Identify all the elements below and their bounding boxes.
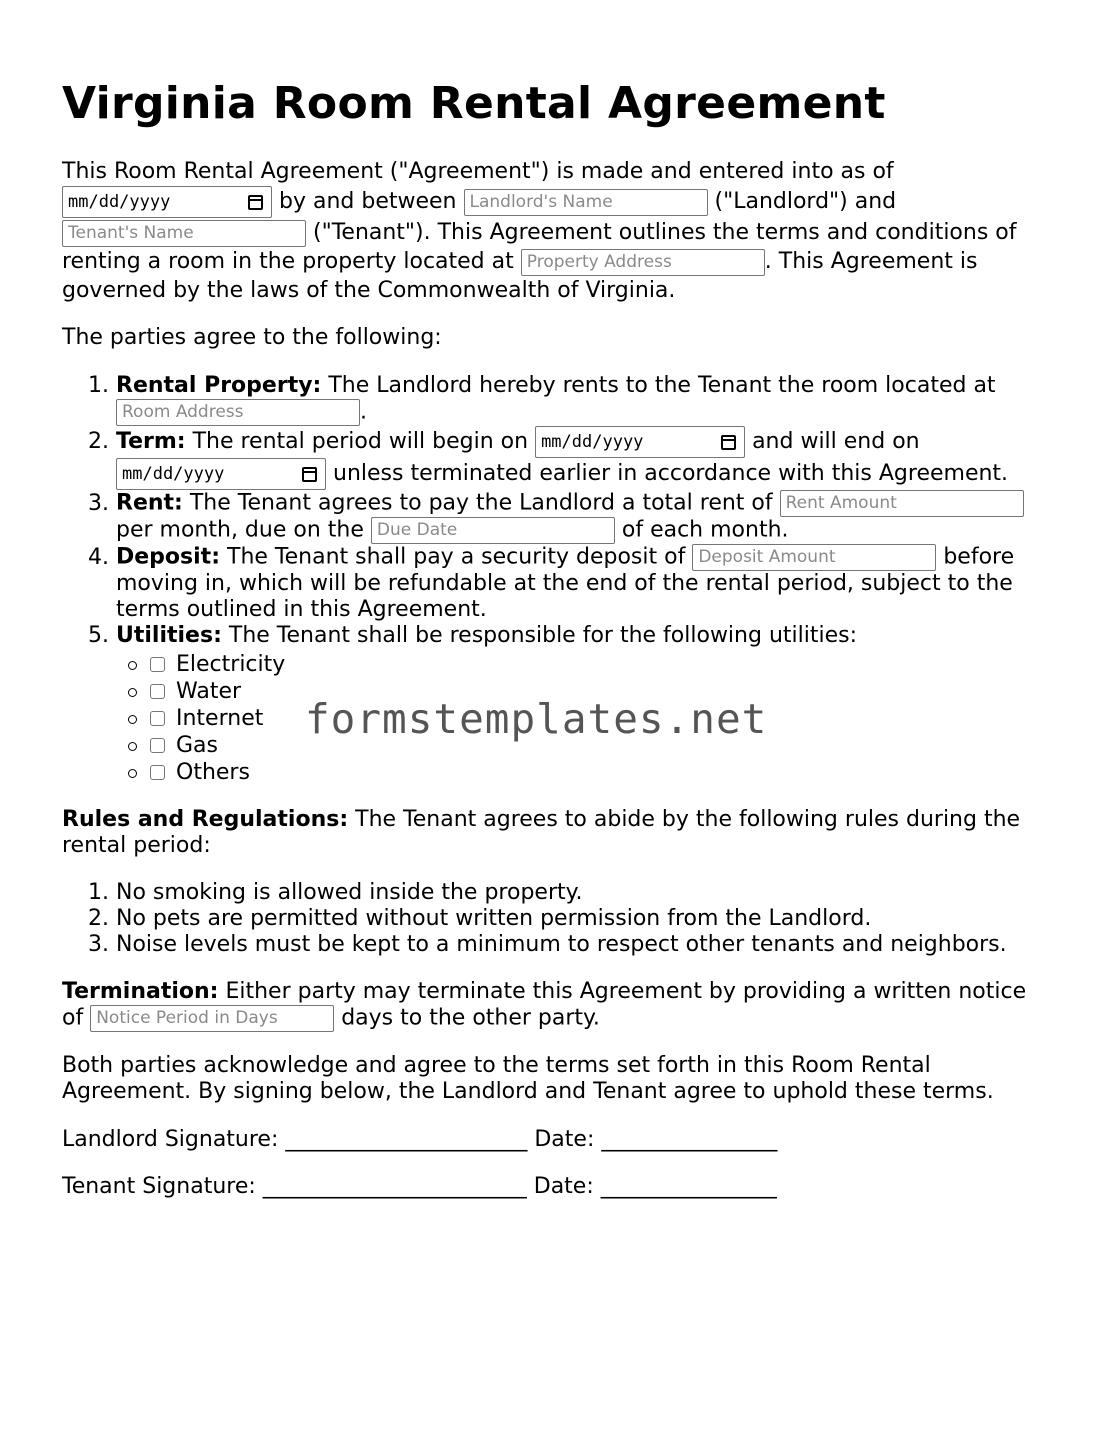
termination-label: Termination: xyxy=(62,979,219,1004)
checkbox-label: Internet xyxy=(176,706,264,731)
intro-text-2: by and between xyxy=(279,189,457,214)
deposit-label: Deposit: xyxy=(116,544,220,570)
watermark: formstemplates.net xyxy=(305,695,768,743)
list-item: 3. Noise levels must be kept to a minimum to respect other tenants and neighbors. xyxy=(116,932,1047,958)
deposit-amount-input[interactable]: Deposit Amount xyxy=(692,544,936,571)
rental-property-label: Rental Property: xyxy=(116,373,322,398)
list-item-rental-property xyxy=(116,373,1047,426)
rent-text-2: per month, due on the xyxy=(116,517,364,543)
list-item-term xyxy=(116,426,1047,490)
intro-text-1: This Room Rental Agreement ("Agreement") is made and entered into as of xyxy=(62,159,894,184)
intro-text-4: ("Tenant"). This Agreement outlines the terms and conditions of renting a room in the property located at xyxy=(62,220,1017,274)
utilities-label: Utilities: xyxy=(116,623,222,648)
intro-text-5: . This Agreement is governed by the laws of the Commonwealth of Virginia. xyxy=(62,249,978,303)
calendar-icon xyxy=(721,435,736,450)
landlord-signature-line: Landlord Signature: ______________________ Date: ________________ xyxy=(62,1127,778,1152)
rental-property-end: . xyxy=(360,399,367,425)
tenant-signature-line: Tenant Signature: ________________________ Date: ________________ xyxy=(62,1174,777,1199)
intro-paragraph xyxy=(62,157,1047,305)
list-item-rent xyxy=(116,490,1047,544)
deposit-text-1: The Tenant shall pay a security deposit of xyxy=(227,544,686,570)
calendar-icon xyxy=(302,467,317,482)
rules-text: The Tenant agrees to abide by the following rules during the rental period: xyxy=(62,807,1021,858)
term-text-3: unless terminated earlier in accordance with this Agreement. xyxy=(333,461,1009,486)
rent-amount-input[interactable]: Rent Amount xyxy=(780,490,1024,517)
calendar-icon xyxy=(248,195,263,210)
list-item: 1. No smoking is allowed inside the property. xyxy=(116,880,1047,906)
end-date-input[interactable] xyxy=(116,458,326,490)
checkbox-label: Gas xyxy=(176,733,218,758)
checkbox-label: Water xyxy=(176,679,242,704)
list-item-deposit xyxy=(116,544,1047,623)
agreement-date-input[interactable] xyxy=(62,186,272,218)
deposit-text-2: before moving in, which will be refundable at the end of the rental period, subject to the terms outlined in this Agreement. xyxy=(116,544,1015,622)
rent-text-1: The Tenant agrees to pay the Landlord a total rent of xyxy=(189,490,773,516)
tenant-name-input[interactable]: Tenant's Name xyxy=(62,220,306,247)
rental-property-text: The Landlord hereby rents to the Tenant the room located at xyxy=(328,373,996,398)
term-text-2: and will end on xyxy=(752,429,920,454)
termination-text-1: Either party may terminate this Agreement by providing a written notice of xyxy=(62,979,1027,1031)
property-address-input[interactable]: Property Address xyxy=(521,249,765,276)
others-checkbox[interactable] xyxy=(150,765,165,780)
page-title: Virginia Room Rental Agreement xyxy=(62,78,886,129)
termination-paragraph xyxy=(62,979,1047,1032)
start-date-input[interactable] xyxy=(535,426,745,458)
rules-label: Rules and Regulations: xyxy=(62,807,349,832)
due-date-input[interactable]: Due Date xyxy=(371,517,615,544)
water-checkbox[interactable] xyxy=(150,684,165,699)
utilities-text: The Tenant shall be responsible for the following utilities: xyxy=(228,623,858,648)
rent-label: Rent: xyxy=(116,490,183,516)
utility-item xyxy=(150,759,1047,786)
term-text-1: The rental period will begin on xyxy=(192,429,529,454)
termination-text-2: days to the other party. xyxy=(341,1005,600,1031)
notice-period-input[interactable]: Notice Period in Days xyxy=(90,1005,334,1032)
electricity-checkbox[interactable] xyxy=(150,657,165,672)
utility-item xyxy=(150,651,1047,678)
rules-list xyxy=(62,880,1047,958)
room-address-input[interactable]: Room Address xyxy=(116,399,360,426)
rules-paragraph xyxy=(62,807,1047,859)
start-date-placeholder: mm/dd/yyyy xyxy=(541,432,644,452)
gas-checkbox[interactable] xyxy=(150,738,165,753)
date-placeholder: mm/dd/yyyy xyxy=(68,191,171,212)
checkbox-label: Others xyxy=(176,760,250,785)
acknowledge-paragraph: Both parties acknowledge and agree to the terms set forth in this Room Rental Agreement. By signing below, the Landlord and Tenant agree to uphold these terms. xyxy=(62,1053,994,1104)
end-date-placeholder: mm/dd/yyyy xyxy=(122,464,225,484)
rent-text-3: of each month. xyxy=(621,517,789,543)
landlord-name-input[interactable]: Landlord's Name xyxy=(464,189,708,216)
list-item: 2. No pets are permitted without written permission from the Landlord. xyxy=(116,906,1047,932)
intro-text-3: ("Landlord") and xyxy=(714,189,897,214)
internet-checkbox[interactable] xyxy=(150,711,165,726)
agree-text: The parties agree to the following: xyxy=(62,325,442,350)
term-label: Term: xyxy=(116,429,186,454)
checkbox-label: Electricity xyxy=(176,652,286,677)
